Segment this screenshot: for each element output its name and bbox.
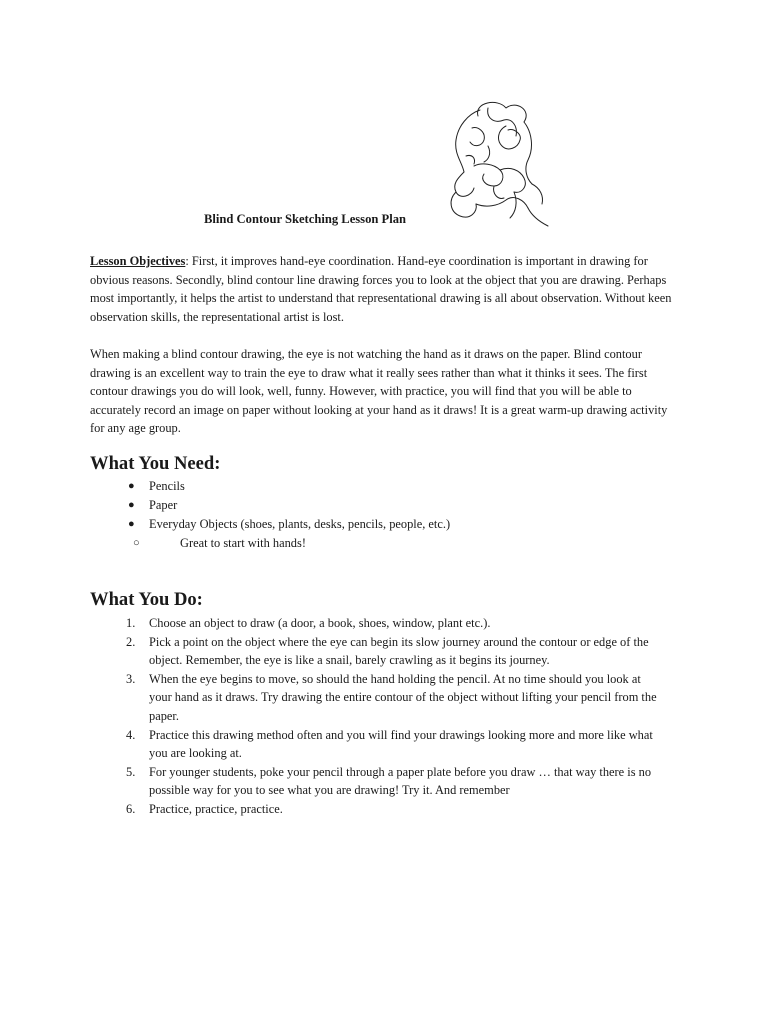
document-title: Blind Contour Sketching Lesson Plan xyxy=(204,212,407,226)
needs-list xyxy=(124,477,644,553)
step-item xyxy=(124,633,664,670)
step-number: 5. xyxy=(126,764,136,779)
step-item xyxy=(124,670,664,726)
step-text: When the eye begins to move, so should the hand holding the pencil. At no time should you look at your hand as it draws. Try drawing the entire contour of the object without lifting your pencil from the paper. xyxy=(149,671,657,723)
step-number: 4. xyxy=(126,727,136,742)
step-item xyxy=(124,763,664,800)
step-text: Practice, practice, practice. xyxy=(149,801,283,816)
step-item xyxy=(124,726,664,763)
intro-paragraph: When making a blind contour drawing, the eye is not watching the hand as it draws on the paper. Blind contour drawing is an excellent way to train the eye to draw what it really sees rather than what it thinks it sees. The first contour drawings you do will look, well, funny. However, with practice, you will find that you will be able to accurately record an image on paper without looking at your hand as it draws! It is a great warm-up drawing activity for any age group. xyxy=(90,347,668,436)
objectives-paragraph xyxy=(90,252,680,326)
contour-sketch-illustration xyxy=(428,96,566,228)
step-number: 3. xyxy=(126,671,136,686)
step-item xyxy=(124,614,664,633)
step-number: 2. xyxy=(126,634,136,649)
list-item: ● Paper xyxy=(124,496,644,515)
list-item: ● Everyday Objects (shoes, plants, desks, pencils, people, etc.) xyxy=(124,515,644,534)
bullet-icon: ● xyxy=(128,480,135,492)
step-number: 1. xyxy=(126,616,136,630)
objectives-text: : First, it improves hand-eye coordination. Hand-eye coordination is important in drawing for obvious reasons. Secondly, blind contour line drawing forces you to look at the object that you are drawing. Perhaps most importantly, it helps the artist to understand that representational drawing is all about observation. Without keen observation skills, the representational artist is lost. xyxy=(90,254,672,324)
bullet-icon: ● xyxy=(128,518,135,530)
step-number: 6. xyxy=(126,801,136,816)
steps-list xyxy=(124,614,664,819)
hollow-bullet-icon: ○ xyxy=(133,537,140,549)
step-text: For younger students, poke your pencil through a paper plate before you draw … that way there is no possible way for you to see what you are drawing! Try it. And remember xyxy=(149,764,652,798)
step-text: Choose an object to draw (a door, a book, shoes, window, plant etc.). xyxy=(149,616,491,630)
list-item: ● Pencils xyxy=(124,477,644,496)
what-you-do-heading: What You Do: xyxy=(90,589,203,610)
needs-sub-list xyxy=(124,534,644,553)
what-you-need-heading: What You Need: xyxy=(90,453,221,474)
sub-list-item: ○ Great to start with hands! xyxy=(124,534,644,553)
step-text: Practice this drawing method often and you will find your drawings looking more and more like what you are looking at. xyxy=(149,727,653,761)
sub-list-container xyxy=(124,534,644,553)
step-item xyxy=(124,800,664,819)
objectives-label: Lesson Objectives xyxy=(90,254,186,268)
bullet-icon: ● xyxy=(128,499,135,511)
step-text: Pick a point on the object where the eye can begin its slow journey around the contour or edge of the object. Remember, the eye is like a snail, barely crawling as it begins its journey. xyxy=(149,634,649,668)
